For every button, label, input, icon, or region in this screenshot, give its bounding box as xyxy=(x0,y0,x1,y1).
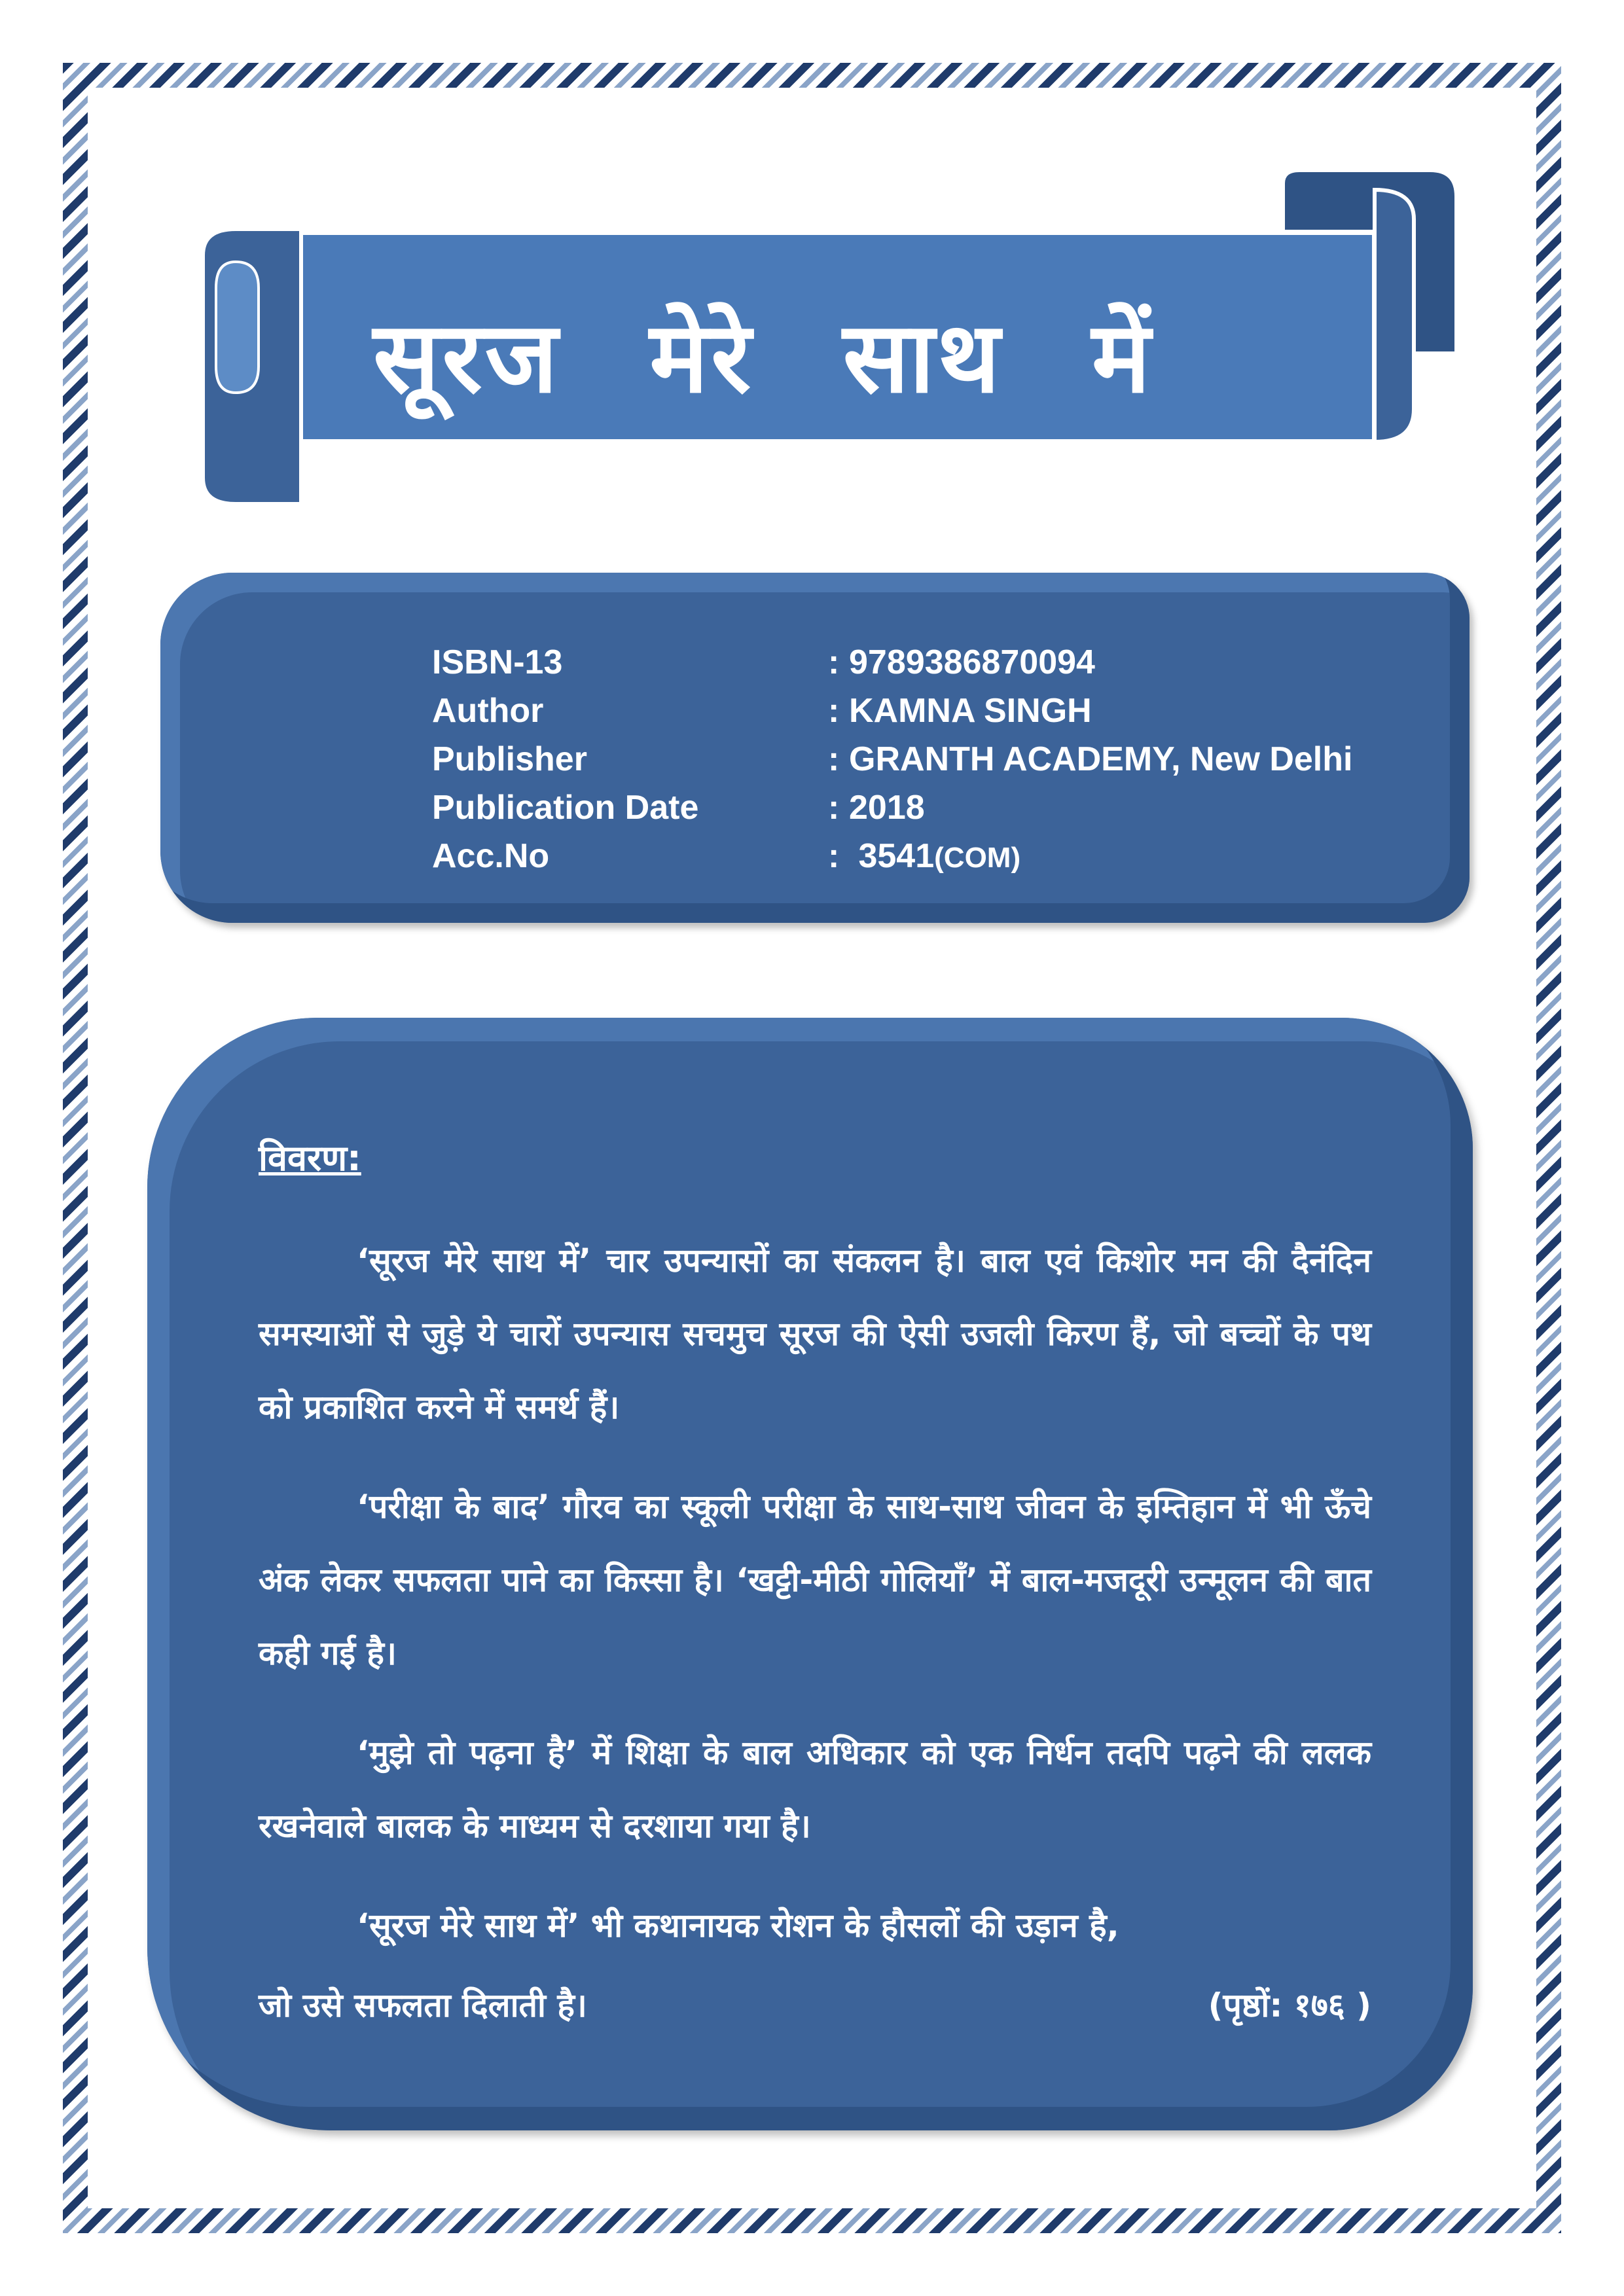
info-value xyxy=(849,836,1479,876)
info-rows xyxy=(432,638,1479,880)
acc-suffix: (COM) xyxy=(934,842,1021,874)
info-separator: : xyxy=(828,692,840,730)
description-closing-text: जो उसे सफलता दिलाती है। xyxy=(259,1986,587,2024)
info-value: 2018 xyxy=(849,789,925,827)
info-value: 9789386870094 xyxy=(849,643,1095,681)
description-paragraph: ‘सूरज मेरे साथ में’ भी कथानायक रोशन के हौसलों की उड़ान है, xyxy=(357,1907,1119,1945)
description-last-line xyxy=(259,1982,1371,2026)
info-separator: : xyxy=(828,789,840,827)
acc-number: 3541 xyxy=(858,837,935,875)
title-ribbon xyxy=(196,164,1473,504)
info-separator: : xyxy=(828,643,840,681)
description-panel xyxy=(147,1018,1473,2130)
info-separator: : xyxy=(828,837,840,875)
page-count: (पृष्ठों: १७६ ) xyxy=(1208,1986,1371,2024)
info-row-author xyxy=(432,687,1479,735)
description-paragraph: ‘परीक्षा के बाद’ गौरव का स्कूली परीक्षा के साथ-साथ जीवन के इम्तिहान में भी ऊँचे अंक लेकर सफलता पाने का किस्सा है। ‘खट्टी-मीठी गोलियाँ’ में बाल-मजदूरी उन्मूलन की बात कही गई है। xyxy=(259,1488,1371,1672)
description-heading: विवरण: xyxy=(259,1138,361,1179)
info-label: Publisher xyxy=(432,740,587,778)
description-paragraph: ‘मुझे तो पढ़ना है’ में शिक्षा के बाल अधिकार को एक निर्धन तदपि पढ़ने की ललक रखनेवाले बालक के माध्यम से दरशाया गया है। xyxy=(259,1734,1371,1845)
info-label: Acc.No xyxy=(432,837,550,875)
info-row-acc-no xyxy=(432,832,1479,880)
info-label: ISBN-13 xyxy=(432,643,563,681)
info-row-isbn xyxy=(432,638,1479,687)
info-separator: : xyxy=(828,740,840,778)
info-label: Publication Date xyxy=(432,789,699,827)
info-row-publication-date xyxy=(432,783,1479,832)
description-paragraph: ‘सूरज मेरे साथ में’ चार उपन्यासों का संकलन है। बाल एवं किशोर मन की दैनंदिन समस्याओं से जुड़े ये चारों उपन्यास सचमुच सूरज की ऐसी उजली किरण हैं, जो बच्चों के पथ को प्रकाशित करने में समर्थ हैं। xyxy=(259,1242,1371,1426)
info-row-publisher xyxy=(432,735,1479,783)
info-label: Author xyxy=(432,692,544,730)
info-value: KAMNA SINGH xyxy=(849,692,1092,730)
description-body xyxy=(259,1224,1371,2026)
info-value: GRANTH ACADEMY, New Delhi xyxy=(849,740,1353,778)
book-title: सूरज मेरे साथ में xyxy=(373,301,1153,415)
book-info-panel xyxy=(160,573,1470,923)
